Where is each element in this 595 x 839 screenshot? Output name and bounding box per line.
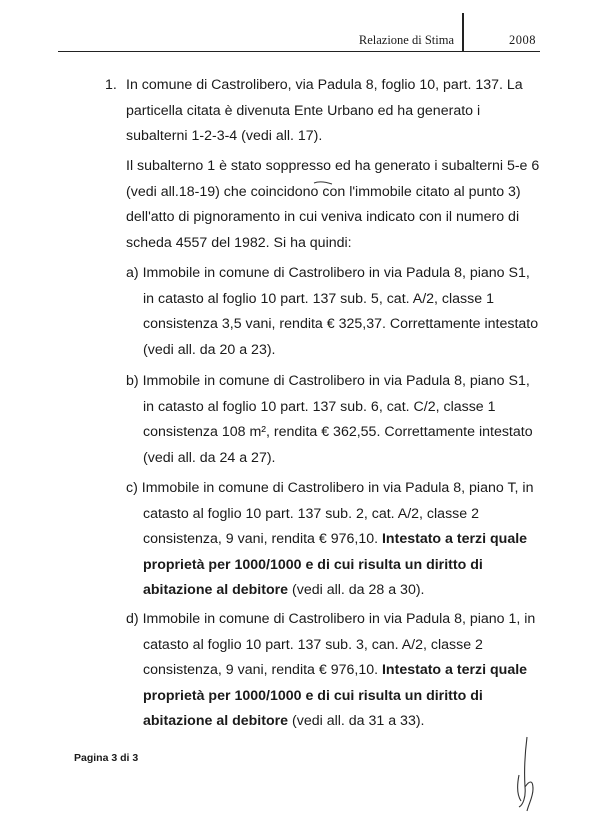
paragraph-text: Il subalterno 1 è stato soppresso ed ha generato i subalterni 5-e 6 (vedi all.18-19) che coincidono con l'immobile citato al punto 3) dell'atto di pignoramento in cui veniva indicato con il numero di scheda 4557 del 1982. Si ha quindi: — [126, 158, 540, 251]
sub-item-bold: Intestato a terzi quale proprietà per 1000/1000 e di cui risulta un diritto di abitazione al debitore — [143, 662, 528, 729]
sub-item-body: Immobile in comune di Castrolibero in via Padula 8, piano S1, in catasto al foglio 10 part. 137 sub. 5, cat. A/2, classe 1 consistenza 3,5 vani, rendita € 325,37. Correttamente intestato (vedi all. da 20 a 23). — [142, 265, 539, 358]
list-item-text: In comune di Castrolibero, via Padula 8, foglio 10, part. 137. La particella citata è divenuta Ente Urbano ed ha generato i subalterni 1-2-3-4 (vedi all. 17). — [126, 77, 523, 144]
report-year: 2008 — [509, 33, 536, 47]
handwritten-signature — [505, 735, 545, 815]
page-header — [58, 25, 540, 52]
sub-item-marker: c) — [126, 480, 138, 496]
sub-item-body: Immobile in comune di Castrolibero in via Padula 8, piano 1, in catasto al foglio 10 part. 137 sub. 3, can. A/2, classe 2 consistenza, 9 vani, rendita € 976,10. — [142, 611, 536, 678]
sub-item-text — [126, 607, 541, 735]
sub-item-body: Immobile in comune di Castrolibero in via Padula 8, piano T, in catasto al foglio 10 part. 137 sub. 2, cat. A/2, classe 2 consistenza, 9 vani, rendita € 976,10. — [141, 480, 534, 547]
sub-item-tail: (vedi all. da 31 a 33). — [288, 713, 425, 729]
list-item-1 — [105, 73, 538, 150]
header-rule — [58, 51, 540, 52]
sub-item-tail: (vedi all. da 28 a 30). — [288, 582, 425, 598]
sub-item-marker: d) — [126, 611, 139, 627]
sub-item-body: Immobile in comune di Castrolibero in via Padula 8, piano S1, in catasto al foglio 10 part. 137 sub. 6, cat. C/2, classe 1 consistenza 108 m², rendita € 362,55. Correttamente intestato (vedi all. da 24 a 27). — [142, 373, 533, 466]
header-divider — [462, 13, 464, 52]
handwritten-mark — [312, 179, 334, 187]
sub-item-marker: b) — [126, 373, 139, 389]
sub-item-bold: Intestato a terzi quale proprietà per 1000/1000 e di cui risulta un diritto di abitazione al debitore — [143, 531, 528, 598]
sub-item-a — [126, 261, 541, 363]
sub-item-text — [126, 261, 541, 363]
list-marker: 1. — [105, 77, 117, 93]
page-number: Pagina 3 di 3 — [74, 752, 139, 764]
sub-item-marker: a) — [126, 265, 139, 281]
sub-item-d — [126, 607, 541, 735]
report-title: Relazione di Stima — [358, 33, 454, 47]
sub-item-b — [126, 369, 541, 471]
sub-item-text — [126, 369, 541, 471]
sub-item-c — [126, 476, 541, 604]
paragraph — [126, 154, 541, 256]
sub-item-text — [126, 476, 541, 604]
